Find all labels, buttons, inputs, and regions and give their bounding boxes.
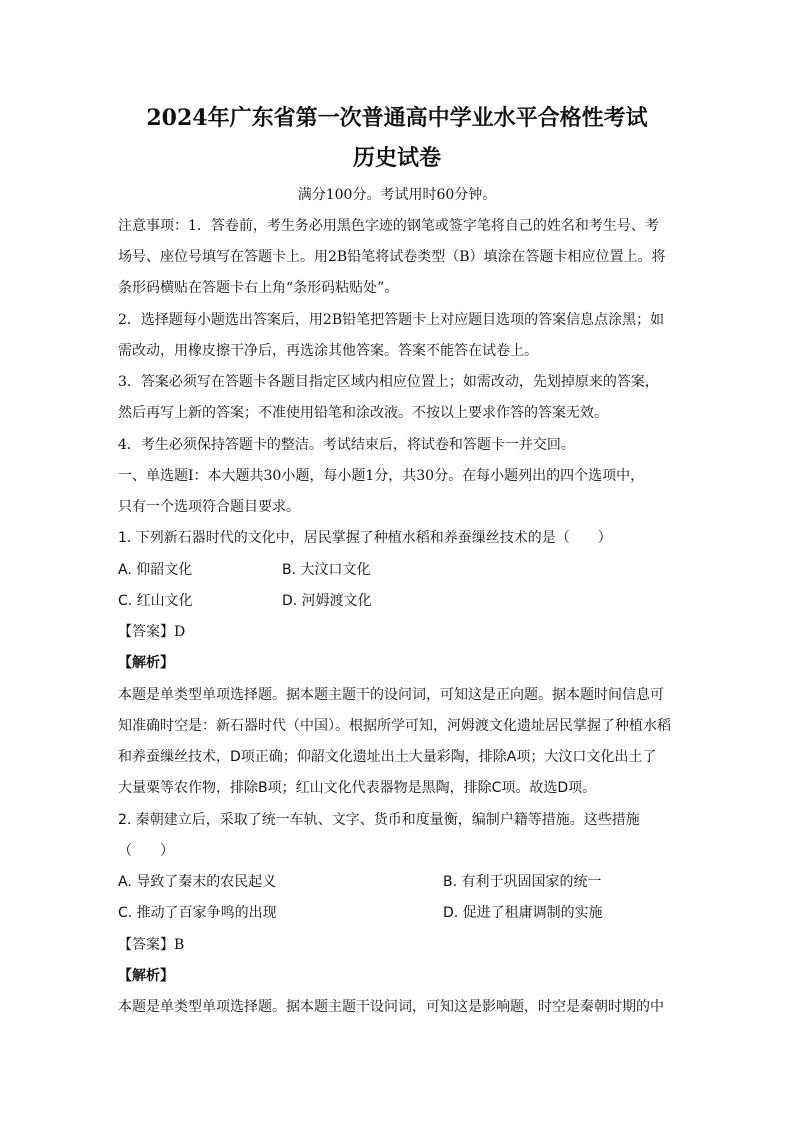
q2-stem: 2. 秦朝建立后，采取了统一车轨、文字、货币和度量衡，编制户籍等措施。这些措施 bbox=[118, 812, 640, 828]
notes-line-6: 3．答案必须写在答题卡各题目指定区域内相应位置上；如需改动，先划掉原来的答案， bbox=[118, 374, 659, 390]
notes-line-3: 条形码横贴在答题卡右上角“条形码粘贴处”。 bbox=[118, 280, 399, 296]
q2-stem-bracket: （ ） bbox=[118, 843, 174, 859]
q2-analysis-label: 【解析】 bbox=[118, 968, 174, 984]
q1-analysis-line-2: 知准确时空是：新石器时代（中国）。根据所学可知，河姆渡文化遗址居民掌握了种植水稻 bbox=[118, 718, 671, 734]
q1-option-b: B. 大汶口文化 bbox=[282, 562, 371, 578]
score-time: 满分100分。考试用时60分钟。 bbox=[297, 187, 497, 203]
q2-option-b: B. 有利于巩固国家的统一 bbox=[443, 874, 602, 890]
q1-option-a: A. 仰韶文化 bbox=[118, 562, 193, 578]
notes-line-5: 需改动，用橡皮擦干净后，再选涂其他答案。答案不能答在试卷上。 bbox=[118, 343, 538, 359]
notes-line-2: 场号、座位号填写在答题卡上。用2B铅笔将试卷类型（B）填涂在答题卡相应位置上。将 bbox=[118, 249, 666, 265]
exam-title: 2024年广东省第一次普通高中学业水平合格性考试 bbox=[146, 105, 648, 131]
q1-analysis-line-1: 本题是单类型单项选择题。据本题主题干的设问词，可知这是正向题。据本题时间信息可 bbox=[118, 687, 664, 703]
notes-line-1: 注意事项：1．答卷前，考生务必用黑色字迹的钢笔或签字笔将自己的姓名和考生号、考 bbox=[118, 218, 659, 234]
q1-analysis-line-3: 和养蚕缫丝技术，D项正确；仰韶文化遗址出土大量彩陶，排除A项；大汶口文化出土了 bbox=[118, 749, 657, 765]
q1-analysis-line-4: 大量粟等农作物，排除B项；红山文化代表器物是黑陶，排除C项。故选D项。 bbox=[118, 780, 597, 796]
q2-analysis-line-1: 本题是单类型单项选择题。据本题主题干设问词，可知这是影响题，时空是秦朝时期的中 bbox=[118, 999, 664, 1015]
q2-answer: 【答案】B bbox=[118, 937, 185, 953]
notes-line-7: 然后再写上新的答案；不准使用铅笔和涂改液。不按以上要求作答的答案无效。 bbox=[118, 405, 608, 421]
section-heading-line-1: 一、单选题I：本大题共30小题，每小题1分，共30分。在每小题列出的四个选项中， bbox=[118, 468, 645, 484]
notes-line-4: 2．选择题每小题选出答案后，用2B铅笔把答题卡上对应题目选项的答案信息点涂黑；如 bbox=[118, 312, 665, 328]
q2-option-d: D. 促进了租庸调制的实施 bbox=[443, 905, 603, 921]
q2-option-c: C. 推动了百家争鸣的出现 bbox=[118, 905, 277, 921]
notes-line-8: 4．考生必须保持答题卡的整洁。考试结束后，将试卷和答题卡一并交回。 bbox=[118, 437, 575, 453]
exam-subtitle: 历史试卷 bbox=[352, 145, 441, 171]
q1-option-c: C. 红山文化 bbox=[118, 593, 193, 609]
q1-answer: 【答案】D bbox=[118, 624, 186, 640]
q2-option-a: A. 导致了秦末的农民起义 bbox=[118, 874, 277, 890]
q1-option-d: D. 河姆渡文化 bbox=[282, 593, 372, 609]
q1-analysis-label: 【解析】 bbox=[118, 655, 174, 671]
q1-stem: 1. 下列新石器时代的文化中，居民掌握了种植水稻和养蚕缫丝技术的是（ ） bbox=[118, 530, 612, 546]
section-heading-line-2: 只有一个选项符合题目要求。 bbox=[118, 499, 300, 515]
